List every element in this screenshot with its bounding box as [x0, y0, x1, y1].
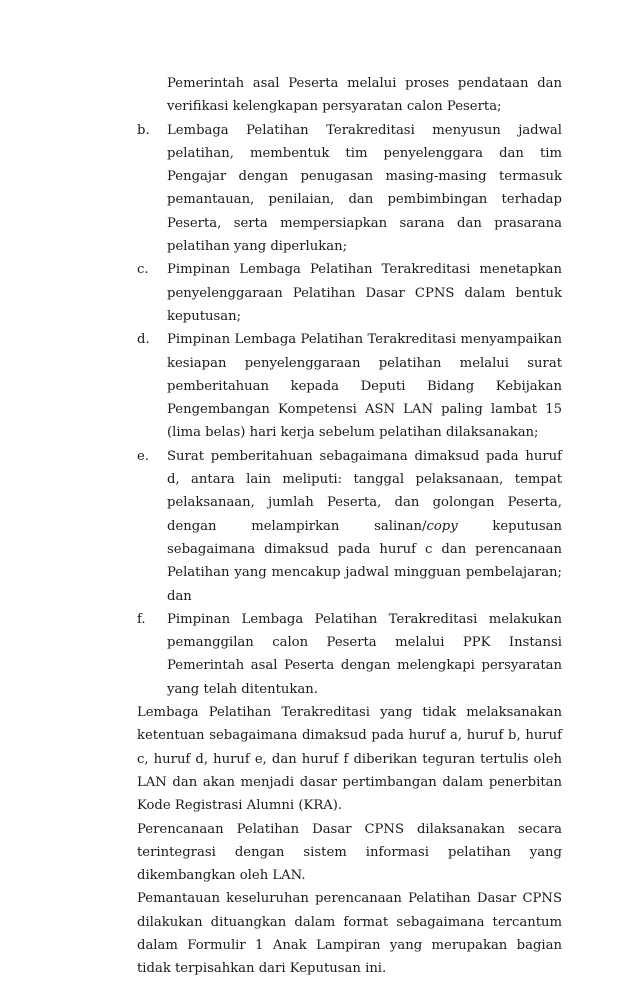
list-item-text-part: keputusan sebagaimana dimaksud pada huruf c dan perencanaan Pelatihan yang mencakup jadwal mingguan pembelajaran; dan [167, 518, 562, 604]
list-item-text [167, 445, 562, 608]
paragraph-integration: Perencanaan Pelatihan Dasar CPNS dilaksanakan secara terintegrasi dengan sistem informasi pelatihan yang dikembangkan oleh LAN. [137, 821, 562, 884]
list-item-text: Pimpinan Lembaga Pelatihan Terakreditasi menyampaikan kesiapan penyelenggaraan pelatihan melalui surat pemberitahuan kepada Deputi Bidang Kebijakan Pengembangan Kompetensi ASN LAN paling lambat 15 (lima belas) hari kerja sebelum pelatihan dilaksanakan; [167, 332, 562, 441]
list-marker: b. [137, 122, 150, 138]
list-marker: e. [137, 448, 149, 464]
list-item-a-continuation: Pemerintah asal Peserta melalui proses pendataan dan verifikasi kelengkapan persyaratan calon Peserta; [167, 76, 562, 115]
list-marker: c. [137, 262, 149, 278]
list-item-text: Pimpinan Lembaga Pelatihan Terakreditasi menetapkan penyelenggaraan Pelatihan Dasar CPNS dalam bentuk keputusan; [167, 262, 562, 324]
list-item-f [137, 608, 562, 701]
list-item-d [137, 328, 562, 444]
paragraph-sanction: Lembaga Pelatihan Terakreditasi yang tidak melaksanakan ketentuan sebagaimana dimaksud pada huruf a, huruf b, huruf c, huruf d, huruf e, dan huruf f diberikan teguran tertulis oleh LAN dan akan menjadi dasar pertimbangan dalam penerbitan Kode Registrasi Alumni (KRA). [137, 705, 562, 814]
list-item-text: Lembaga Pelatihan Terakreditasi menyusun jadwal pelatihan, membentuk tim penyelenggara dan tim Pengajar dengan penugasan masing-masing termasuk pemantauan, penilaian, dan pembimbingan terhadap Peserta, serta mempersiapkan sarana dan prasarana pelatihan yang diperlukan; [167, 122, 562, 255]
list-item-e [137, 445, 562, 608]
paragraph-monitoring: Pemantauan keseluruhan perencanaan Pelatihan Dasar CPNS dilakukan dituangkan dalam format sebagaimana tercantum dalam Formulir 1 Anak Lampiran yang merupakan bagian tidak terpisahkan dari Keputusan ini. [137, 891, 562, 977]
list-item-c [137, 258, 562, 328]
list-marker: f. [137, 611, 146, 627]
list-item-text: Pimpinan Lembaga Pelatihan Terakreditasi melakukan pemanggilan calon Peserta melalui PPK Instansi Pemerintah asal Peserta dengan melengkapi persyaratan yang telah ditentukan. [167, 611, 562, 697]
italic-term: copy [426, 518, 458, 534]
list-item-text-part: Surat pemberitahuan sebagaimana dimaksud pada huruf d, antara lain meliputi: tanggal pelaksanaan, tempat pelaksanaan, jumlah Peserta, dan golongan Peserta, dengan melampirkan salinan/ [167, 448, 562, 534]
list-item-b [137, 119, 562, 259]
document-body [137, 72, 562, 981]
list-marker: d. [137, 332, 150, 348]
